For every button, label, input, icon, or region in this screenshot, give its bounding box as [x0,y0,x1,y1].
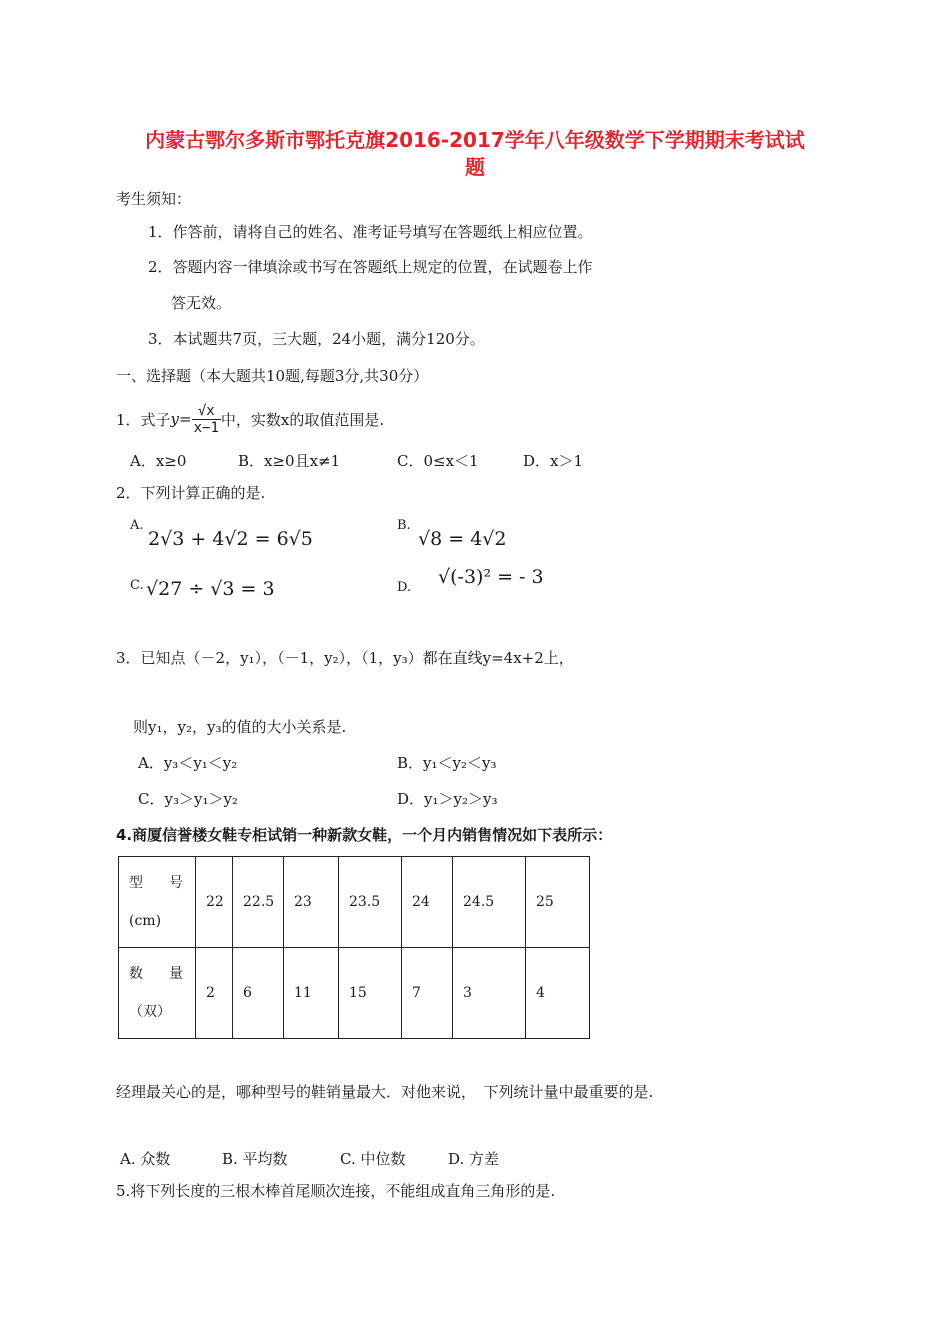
size-cell: 23 [284,857,339,948]
q4-stem: 4.商厦信誉楼女鞋专柜试销一种新款女鞋，一个月内销售情况如下表所示： [116,826,613,844]
size-cell: 24 [402,857,453,948]
exam-title-line1: 内蒙古鄂尔多斯市鄂托克旗2016-2017学年八年级数学下学期期末考试试 [145,128,805,152]
q3-stem-2: 则y₁，y₂，y₃的值的大小关系是. [133,718,347,736]
notice-item-2-cont: 答无效。 [171,294,232,312]
notice-item-1: 1．作答前，请将自己的姓名、准考证号填写在答题纸上相应位置。 [148,223,593,241]
size-header-cell [119,857,196,948]
count-cell: 6 [233,948,284,1039]
size-cell: 24.5 [453,857,526,948]
q5-stem: 5.将下列长度的三根木棒首尾顺次连接，不能组成直角三角形的是. [116,1182,556,1200]
q2-d-expr: √(-3)² = - 3 [438,566,544,588]
q2-c-label: C. [130,578,144,593]
q2-a-label: A. [130,518,144,533]
sales-table [118,856,590,1039]
count-header-cell [119,948,196,1039]
size-cell: 22 [196,857,233,948]
q1-prefix: 1．式子 [116,410,171,429]
count-cell: 15 [339,948,402,1039]
size-header-char-2: 号 [169,875,183,891]
q1-fraction [192,403,221,436]
q3-stem: 3．已知点（－2，y₁），（－1，y₂），（1，y₃）都在直线y=4x+2上， [116,649,574,667]
count-cell: 3 [453,948,526,1039]
q1-option-a: A．x≥0 [130,452,187,470]
q2-b-label: B. [397,518,411,533]
q3-option-c: C．y₃＞y₁＞y₂ [138,790,238,808]
question-1 [116,398,384,440]
count-header-char-2: 量 [169,966,183,982]
count-cell: 2 [196,948,233,1039]
q4-option-c: C. 中位数 [340,1150,406,1168]
q1-numerator: √x [192,403,221,420]
q1-suffix: 中，实数x的取值范围是. [220,410,385,429]
size-header-unit: (cm) [129,913,162,929]
q4-followup: 经理最关心的是，哪种型号的鞋销量最大．对他来说， 下列统计量中最重要的是. [116,1083,654,1101]
count-header-unit: （双） [129,1004,171,1020]
count-cell: 11 [284,948,339,1039]
size-cell: 22.5 [233,857,284,948]
q2-stem: 2．下列计算正确的是. [116,484,266,502]
q1-y: y= [170,410,192,428]
exam-title-line2: 题 [465,155,485,179]
q1-option-c: C．0≤x＜1 [397,452,479,470]
q4-option-a: A. 众数 [120,1150,171,1168]
notice-item-3: 3．本试题共7页，三大题，24小题，满分120分。 [148,330,485,348]
section-heading: 一、选择题（本大题共10题,每题3分,共30分） [116,367,429,385]
size-header-char-1: 型 [129,875,143,891]
table-row-count [119,948,590,1039]
q2-d-label: D. [397,580,412,595]
q3-option-d: D．y₁＞y₂＞y₃ [397,790,498,808]
q1-option-b: B．x≥0且x≠1 [238,452,341,470]
count-cell: 7 [402,948,453,1039]
q2-b-expr: √8 = 4√2 [418,528,507,550]
q3-option-b: B．y₁＜y₂＜y₃ [397,754,497,772]
q3-option-a: A．y₃＜y₁＜y₂ [138,754,238,772]
q2-c-expr: √27 ÷ √3 = 3 [146,578,275,600]
notice-heading: 考生须知： [116,190,192,208]
q2-a-expr: 2√3 + 4√2 = 6√5 [148,528,313,550]
q1-denominator: x−1 [193,419,219,436]
q4-option-d: D. 方差 [448,1150,500,1168]
size-cell: 23.5 [339,857,402,948]
count-cell: 4 [526,948,590,1039]
notice-item-2: 2．答题内容一律填涂或书写在答题纸上规定的位置，在试题卷上作 [148,258,593,276]
q4-option-b: B. 平均数 [222,1150,288,1168]
table-row-size [119,857,590,948]
q1-option-d: D．x＞1 [523,452,584,470]
count-header-char-1: 数 [129,966,143,982]
size-cell: 25 [526,857,590,948]
